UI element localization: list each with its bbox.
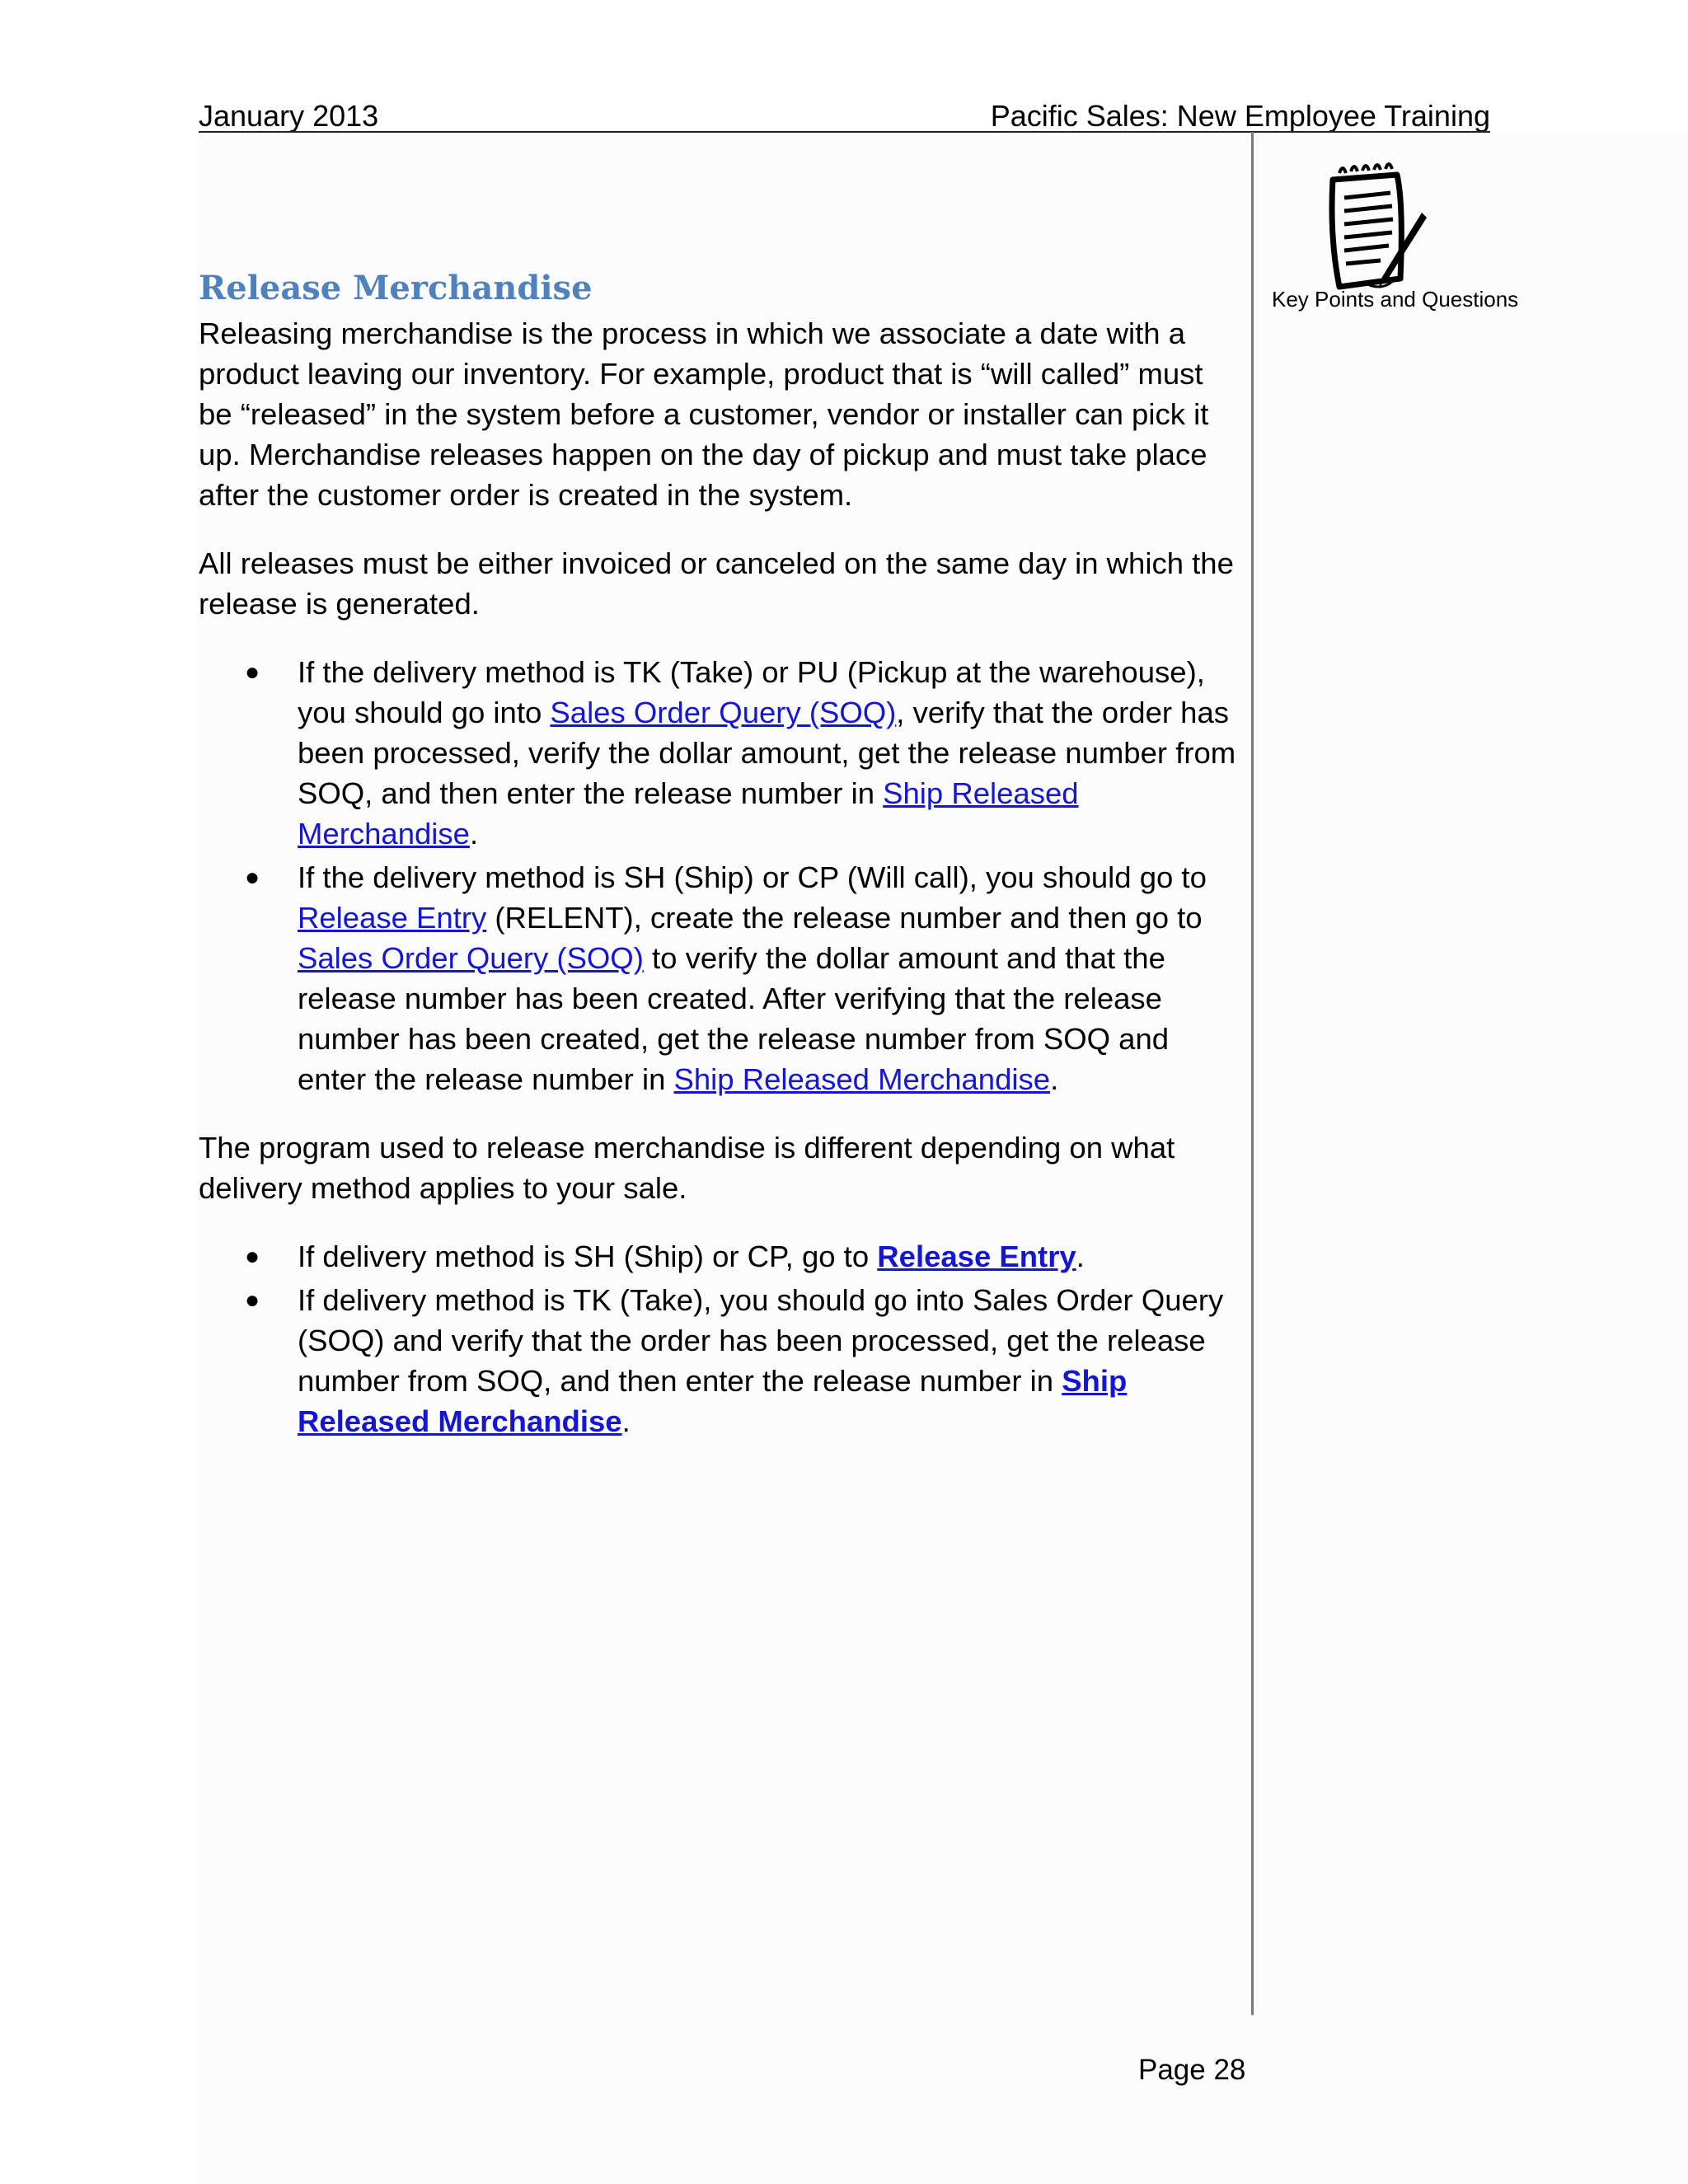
release-method-list — [199, 652, 1241, 1099]
release-entry-link[interactable]: Release Entry — [298, 901, 487, 935]
list-item — [199, 857, 1241, 1099]
bullet-text: If delivery method is TK (Take), you should go into Sales Order Query (SOQ) and verify that the order has been processed, get the release number from SOQ, and then enter the release number in — [298, 1283, 1224, 1398]
ship-released-merchandise-link[interactable]: Ship Released Merchandise — [298, 1364, 1128, 1438]
bullet-text: , verify that the order has been processed, verify the dollar amount, get the release number from SOQ, and then enter the release number in — [298, 696, 1236, 810]
bullet-text: to verify the dollar amount and that the release number has been created. After verifying that the release number has been created, get the release number from SOQ and enter the release number in — [298, 941, 1170, 1096]
bullet-text: . — [1076, 1240, 1085, 1273]
margin-divider — [1251, 132, 1254, 2015]
program-list — [199, 1236, 1241, 1441]
same-day-paragraph: All releases must be either invoiced or canceled on the same day in which the release is generated. — [199, 546, 1234, 621]
bullet-icon: ● — [245, 864, 260, 891]
list-item — [199, 652, 1241, 854]
bullet-icon: ● — [245, 1286, 260, 1314]
notepad-icon — [1315, 155, 1447, 295]
intro-paragraph: Releasing merchandise is the process in which we associate a date with a product leaving our inventory. For example, product that is “will called” must be “released” in the system before a customer, vendor or installer can pick it up. Merchandise releases happen on the day of pickup and must take place after the customer order is created in the system. — [199, 316, 1209, 512]
ship-released-merchandise-link[interactable]: Ship Released Merchandise — [298, 776, 1079, 851]
page-number: Page 28 — [1138, 2054, 1246, 2086]
program-paragraph: The program used to release merchandise is different depending on what delivery method applies to your sale. — [199, 1131, 1175, 1205]
section-title: Release Merchandise — [199, 269, 593, 307]
header-document-title: Pacific Sales: New Employee Training — [990, 99, 1490, 133]
bullet-icon: ● — [245, 1243, 260, 1270]
header-divider — [199, 131, 1490, 133]
bullet-text: If the delivery method is TK (Take) or PU (Pickup at the warehouse), you should go into — [298, 655, 1205, 729]
header-date: January 2013 — [199, 99, 379, 133]
bullet-icon: ● — [245, 658, 260, 686]
list-item — [199, 1236, 1241, 1277]
ship-released-merchandise-link[interactable]: Ship Released Merchandise — [673, 1062, 1051, 1096]
bullet-text: If the delivery method is SH (Ship) or CP (Will call), you should go to — [298, 860, 1207, 894]
bullet-text: (RELENT), create the release number and then go to — [486, 901, 1203, 935]
main-content — [199, 264, 1241, 1469]
sales-order-query-link[interactable]: Sales Order Query (SOQ) — [298, 941, 644, 975]
list-item — [199, 1280, 1241, 1441]
sidebar-caption: Key Points and Questions — [1272, 287, 1519, 312]
sales-order-query-link[interactable]: Sales Order Query (SOQ) — [550, 696, 897, 729]
bullet-text: . — [469, 817, 479, 851]
bullet-text: . — [621, 1404, 631, 1438]
bullet-text: If delivery method is SH (Ship) or CP, go to — [298, 1240, 878, 1273]
bullet-text: . — [1050, 1062, 1059, 1096]
release-entry-link[interactable]: Release Entry — [877, 1240, 1076, 1273]
